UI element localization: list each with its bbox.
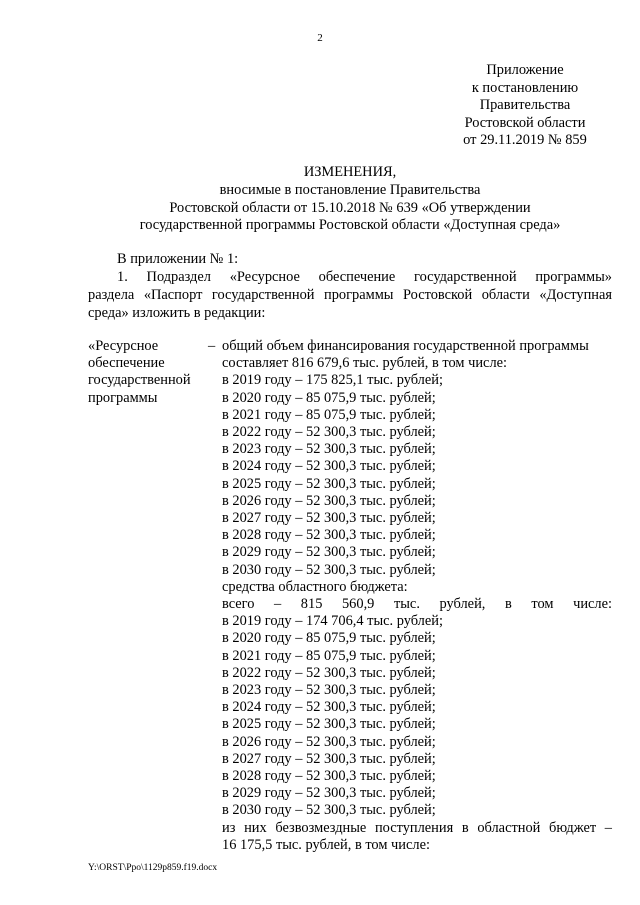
year-row: в 2026 году – 52 300,3 тыс. рублей; (222, 492, 436, 509)
year-row: в 2021 году – 85 075,9 тыс. рублей; (222, 647, 436, 664)
year-row: в 2027 году – 52 300,3 тыс. рублей; (222, 750, 436, 767)
year-row: в 2024 году – 52 300,3 тыс. рублей; (222, 699, 436, 716)
year-row: в 2030 году – 52 300,3 тыс. рублей; (222, 561, 436, 578)
document-title (88, 164, 612, 235)
appendix-line: к постановлению (471, 79, 579, 96)
intro-line: среда» изложить в редакции: (88, 305, 266, 321)
resource-label-line: программы (88, 389, 158, 406)
title-line: Ростовской области от 15.10.2018 № 639 «Об утверждении (169, 199, 531, 216)
resource-label (88, 338, 210, 407)
year-row: в 2029 году – 52 300,3 тыс. рублей; (222, 544, 436, 561)
year-row: в 2028 году – 52 300,3 тыс. рублей; (222, 768, 436, 785)
grants-line: из них безвозмездные поступления в областной бюджет – (222, 819, 612, 836)
year-row: в 2020 году – 85 075,9 тыс. рублей; (222, 389, 436, 406)
grants-line: 16 175,5 тыс. рублей, в том числе: (222, 836, 430, 853)
year-row: в 2019 году – 175 825,1 тыс. рублей; (222, 372, 443, 389)
resource-details (222, 338, 612, 854)
total-line: общий объем финансирования государственной программы (222, 338, 589, 354)
year-row: в 2029 году – 52 300,3 тыс. рублей; (222, 785, 436, 802)
appendix-date-line: от 29.11.2019 № 859 (463, 132, 587, 148)
year-row: в 2030 году – 52 300,3 тыс. рублей; (222, 802, 436, 819)
regional-total: всего – 815 560,9 тыс. рублей, в том числе: (222, 596, 612, 613)
intro-line: 1. Подраздел «Ресурсное обеспечение государственной программы» (117, 269, 612, 285)
file-path-footer: Y:\ORST\Ppo\1129p859.f19.docx (88, 863, 218, 873)
appendix-block (440, 62, 610, 150)
year-row: в 2025 году – 52 300,3 тыс. рублей; (222, 475, 436, 492)
regional-heading: средства областного бюджета: (222, 578, 408, 595)
appendix-line: Ростовской области (464, 114, 586, 131)
title-heading: ИЗМЕНЕНИЯ, (303, 164, 397, 180)
regional-years-list (222, 613, 612, 819)
year-row: в 2024 году – 52 300,3 тыс. рублей; (222, 458, 436, 475)
year-row: в 2027 году – 52 300,3 тыс. рублей; (222, 510, 436, 527)
separator-dash: – (208, 338, 216, 354)
appendix-line: Правительства (479, 97, 571, 113)
year-row: в 2025 году – 52 300,3 тыс. рублей; (222, 716, 436, 733)
year-row: в 2026 году – 52 300,3 тыс. рублей; (222, 733, 436, 750)
resource-label-line: обеспечение (88, 355, 165, 372)
year-row: в 2023 году – 52 300,3 тыс. рублей; (222, 682, 436, 699)
year-row: в 2023 году – 52 300,3 тыс. рублей; (222, 441, 436, 458)
year-row: в 2028 году – 52 300,3 тыс. рублей; (222, 527, 436, 544)
year-row: в 2022 году – 52 300,3 тыс. рублей; (222, 424, 436, 441)
year-row: в 2022 году – 52 300,3 тыс. рублей; (222, 664, 436, 681)
appendix-line: Приложение (486, 62, 564, 78)
resource-label-line: государственной (88, 372, 191, 389)
total-years-list (222, 372, 612, 578)
year-row: в 2021 году – 85 075,9 тыс. рублей; (222, 406, 436, 423)
intro-line: раздела «Паспорт государственной программы Ростовской области «Доступная (88, 287, 612, 303)
intro-line: В приложении № 1: (117, 251, 239, 267)
page-number: 2 (317, 32, 323, 44)
total-line: составляет 816 679,6 тыс. рублей, в том числе: (222, 355, 508, 372)
resource-label-line: «Ресурсное (88, 338, 159, 354)
year-row: в 2019 году – 174 706,4 тыс. рублей; (222, 613, 443, 630)
title-line: государственной программы Ростовской области «Доступная среда» (139, 217, 561, 234)
year-row: в 2020 году – 85 075,9 тыс. рублей; (222, 630, 436, 647)
intro-paragraph (88, 250, 612, 322)
title-line: вносимые в постановление Правительства (219, 181, 481, 198)
